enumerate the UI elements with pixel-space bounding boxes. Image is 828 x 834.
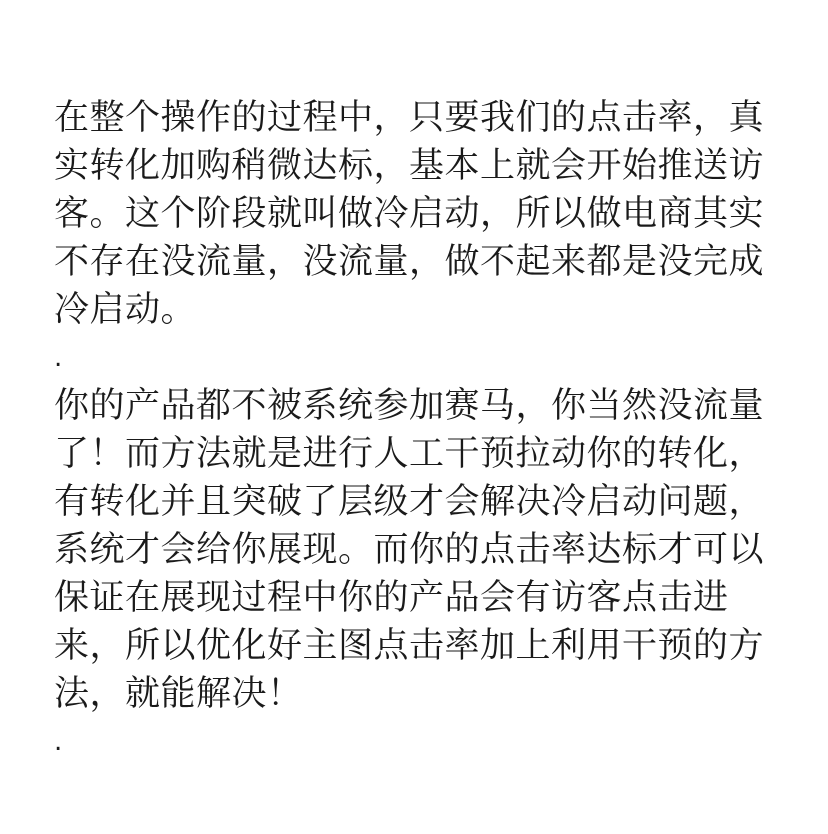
paragraph-line: 法，就能解决！ (54, 674, 303, 714)
paragraph-2 (54, 382, 765, 718)
paragraph-line: 实转化加购稍微达标，基本上就会开始推送访 (54, 146, 765, 186)
paragraph-line: 你的产品都不被系统参加赛马，你当然没流量 (54, 386, 765, 426)
paragraph-line: 在整个操作的过程中，只要我们的点击率，真 (54, 98, 765, 138)
document-body (54, 94, 765, 766)
separator-dot: . (54, 343, 63, 373)
paragraph-line: 有转化并且突破了层级才会解决冷启动问题， (54, 482, 765, 522)
paragraph-1 (54, 94, 765, 334)
paragraph-line: 保证在展现过程中你的产品会有访客点击进 (54, 578, 729, 618)
paragraph-line: 了！而方法就是进行人工干预拉动你的转化， (54, 434, 765, 474)
paragraph-line: 系统才会给你展现。而你的点击率达标才可以 (54, 530, 765, 570)
paragraph-line: 冷启动。 (54, 290, 197, 330)
paragraph-line: 来，所以优化好主图点击率加上利用干预的方 (54, 626, 765, 666)
paragraph-line: 不存在没流量，没流量，做不起来都是没完成 (54, 242, 765, 282)
paragraph-line: 客。这个阶段就叫做冷启动，所以做电商其实 (54, 194, 765, 234)
separator-dot: . (54, 727, 63, 757)
